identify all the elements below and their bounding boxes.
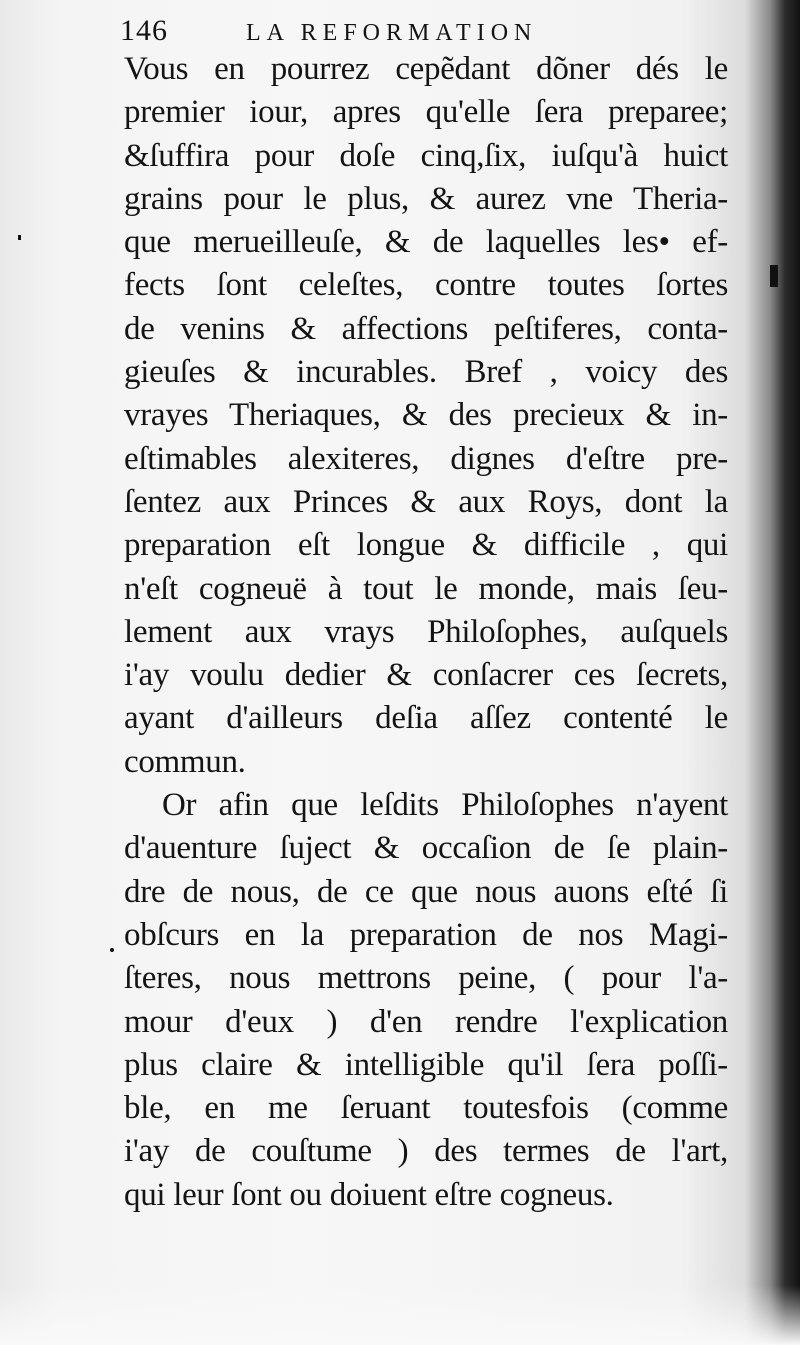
body-text — [124, 48, 728, 1217]
text-line: ayant d'ailleurs deſia aſſez contenté le — [124, 700, 728, 737]
text-line: mour d'eux ) d'en rendre l'explication — [124, 1003, 728, 1040]
text-line: ſteres, nous mettrons peine, ( pour l'a- — [124, 960, 728, 997]
text-line: &ſuffira pour doſe cinq,ſix, iuſqu'à huict — [124, 137, 728, 174]
text-line: dre de nous, de ce que nous auons eſté ſi — [124, 873, 728, 910]
page-header — [120, 14, 620, 50]
text-line: ſentez aux Princes & aux Roys, dont la — [124, 483, 728, 520]
paragraph-2 — [124, 784, 728, 1217]
text-line: fects ſont celeſtes, contre toutes ſortes — [124, 267, 728, 304]
margin-mark — [18, 235, 21, 240]
margin-mark — [770, 265, 778, 287]
margin-mark — [110, 948, 114, 952]
text-line: i'ay de couſtume ) des termes de l'art, — [124, 1133, 728, 1170]
text-line: d'auenture ſuject & occaſion de ſe plain- — [124, 830, 728, 867]
page-number: 146 — [120, 14, 168, 47]
text-line: de venins & affections peſtiferes, conta- — [124, 310, 728, 347]
text-line: que merueilleuſe, & de laquelles les• ef- — [124, 224, 728, 261]
page-bottom-shade — [0, 1285, 800, 1345]
text-line: commun. — [124, 743, 246, 780]
text-line: eſtimables alexiteres, dignes d'eſtre pre- — [124, 440, 728, 477]
text-line: Vous en pourrez cepẽdant dõner dés le — [124, 51, 728, 87]
text-line: gieuſes & incurables. Bref , voicy des — [124, 354, 728, 391]
text-line: obſcurs en la preparation de nos Magi- — [124, 916, 728, 953]
running-head: LA REFORMATION — [246, 20, 538, 46]
text-line: Or afin que leſdits Philoſophes n'ayent — [162, 787, 728, 824]
text-line: premier iour, apres qu'elle ſera preparee; — [124, 94, 728, 131]
text-line: vrayes Theriaques, & des precieux & in- — [124, 397, 728, 434]
text-line: lement aux vrays Philoſophes, auſquels — [124, 613, 728, 650]
text-line: plus claire & intelligible qu'il ſera poſſi- — [124, 1046, 728, 1083]
text-line: qui leur ſont ou doiuent eſtre cogneus. — [124, 1176, 614, 1213]
text-line: preparation eſt longue & difficile , qui — [124, 527, 728, 564]
paragraph-1 — [124, 48, 728, 784]
text-line: ble, en me ſeruant toutesfois (comme — [124, 1090, 728, 1127]
text-line: n'eſt cogneuë à tout le monde, mais ſeu- — [124, 570, 728, 607]
text-line: i'ay voulu dedier & conſacrer ces ſecrets, — [124, 657, 728, 694]
text-line: grains pour le plus, & aurez vne Theria- — [124, 180, 728, 217]
